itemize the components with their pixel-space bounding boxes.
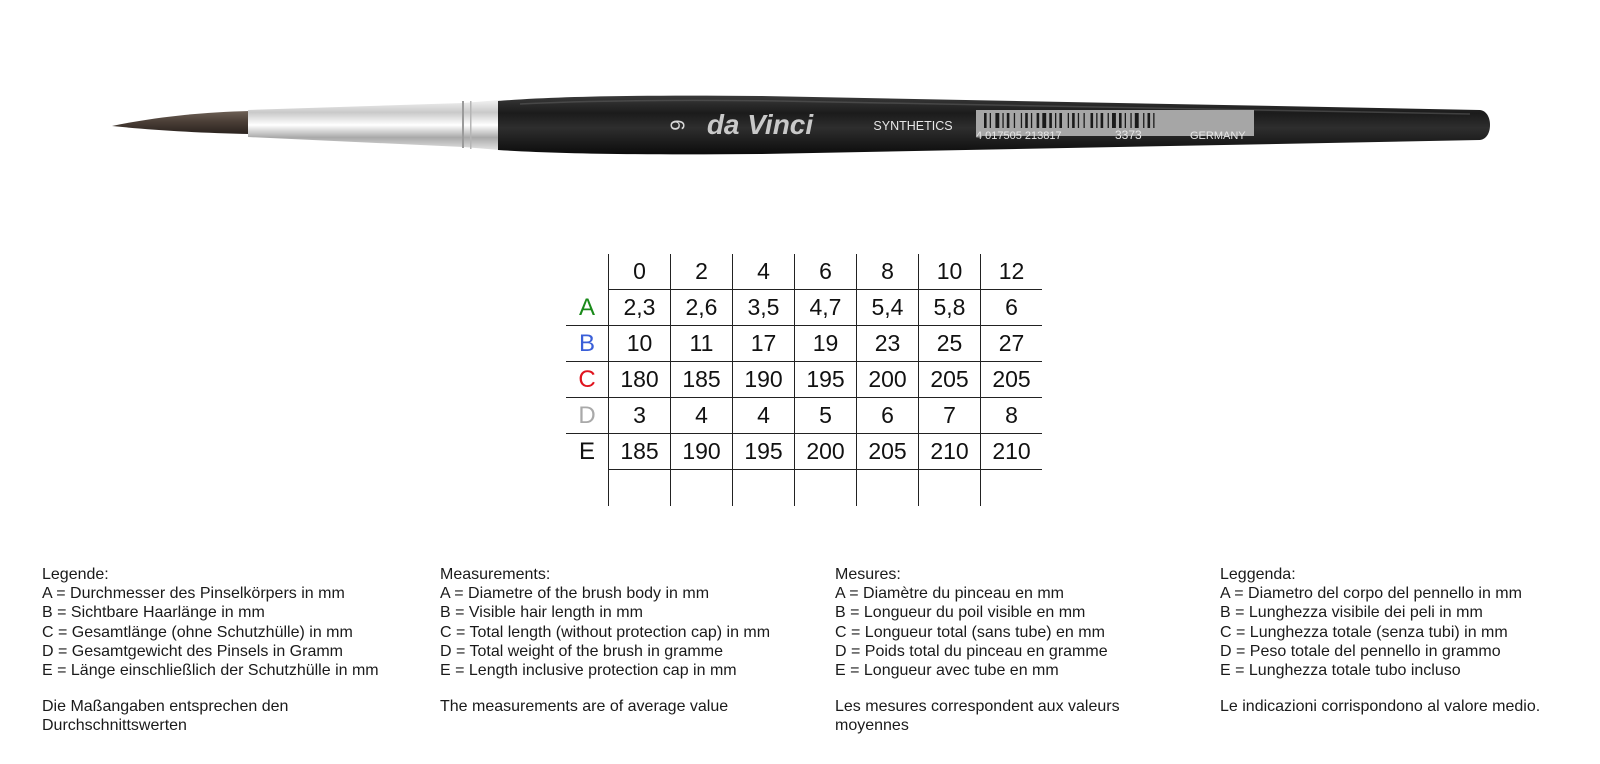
brush-illustration	[0, 0, 1600, 240]
legend-line: B = Visible hair length in mm	[440, 604, 643, 622]
legend-line: A = Diamètre du pinceau en mm	[835, 585, 1065, 603]
barcode-bar	[1143, 113, 1144, 128]
legend-heading: Legende:	[42, 566, 109, 583]
legend-line: C = Longueur total (sans tube) en mm	[835, 623, 1105, 641]
table-cell: 3	[609, 398, 671, 434]
legend-line: B = Longueur du poil visible en mm	[835, 604, 1086, 622]
table-cell: 2,3	[609, 290, 671, 326]
table-cell: 195	[733, 434, 795, 470]
size-header-cell: 6	[795, 254, 857, 290]
table-row	[566, 290, 1042, 326]
table-corner-cell	[566, 254, 609, 290]
row-label-e: E	[566, 434, 609, 470]
table-empty-cell	[733, 470, 795, 507]
table-cell: 4,7	[795, 290, 857, 326]
legend-line: E = Länge einschließlich der Schutzhülle in mm	[42, 662, 379, 680]
size-header-cell: 8	[857, 254, 919, 290]
table-cell: 200	[857, 362, 919, 398]
table-cell: 19	[795, 326, 857, 362]
table-cell: 17	[733, 326, 795, 362]
legend-line: D = Total weight of the brush in gramme	[440, 642, 723, 660]
legend-heading: Mesures:	[835, 566, 901, 583]
barcode-bar	[1037, 113, 1040, 128]
table-cell: 205	[857, 434, 919, 470]
brush-country: GERMANY	[1190, 130, 1246, 142]
table-cell: 7	[919, 398, 981, 434]
barcode-bar	[1119, 113, 1122, 128]
legend-line: D = Poids total du pinceau en gramme	[835, 642, 1108, 660]
legend-line: C = Gesamtlänge (ohne Schutzhülle) in mm	[42, 623, 353, 641]
barcode-bar	[1007, 113, 1010, 128]
table-cell: 11	[671, 326, 733, 362]
table-cell: 200	[795, 434, 857, 470]
legend-heading: Leggenda:	[1220, 566, 1296, 583]
legend-note: Le indicazioni corrispondono al valore medio.	[1220, 698, 1541, 716]
table-cell: 190	[733, 362, 795, 398]
legend-line: E = Length inclusive protection cap in mm	[440, 662, 737, 680]
table-cell: 4	[733, 398, 795, 434]
barcode-bar	[1031, 113, 1032, 128]
size-header-cell: 10	[919, 254, 981, 290]
size-header-cell: 12	[981, 254, 1043, 290]
table-empty-cell	[857, 470, 919, 507]
barcode-bar	[1042, 113, 1046, 128]
table-cell: 8	[981, 398, 1043, 434]
legend-note: The measurements are of average value	[440, 698, 729, 716]
row-label-c: C	[566, 362, 609, 398]
barcode-bar	[1091, 113, 1094, 128]
barcode-bar	[1078, 113, 1079, 128]
barcode-bar	[1014, 113, 1015, 128]
size-header-cell: 0	[609, 254, 671, 290]
legend-line: B = Lunghezza visibile dei peli in mm	[1220, 604, 1483, 622]
legend-line: A = Diametre of the brush body in mm	[440, 585, 710, 603]
table-empty-cell	[795, 470, 857, 507]
table-cell: 27	[981, 326, 1043, 362]
brush-size-table	[566, 254, 1042, 506]
barcode-bar	[1112, 113, 1116, 128]
table-cell: 10	[609, 326, 671, 362]
legend-line: C = Total length (without protection cap) in mm	[440, 623, 771, 641]
barcode-bar	[990, 113, 991, 128]
barcode-bar	[1059, 113, 1062, 128]
table-cell: 5	[795, 398, 857, 434]
table-empty-cell	[919, 470, 981, 507]
barcode-bar	[1108, 113, 1109, 128]
legend-line: A = Durchmesser des Pinselkörpers in mm	[42, 585, 345, 603]
legend-english	[440, 565, 820, 716]
legend-line: C = Lunghezza totale (senza tubi) in mm	[1220, 623, 1508, 641]
row-label-b: B	[566, 326, 609, 362]
table-header-row	[566, 254, 1042, 290]
legend-note: Les mesures correspondent aux valeurs moyennes	[835, 698, 1120, 735]
barcode-bar	[1021, 113, 1022, 128]
legend-line: B = Sichtbare Haarlänge in mm	[42, 604, 265, 622]
brush-model-number: 3373	[1115, 128, 1142, 142]
table-cell: 25	[919, 326, 981, 362]
size-header-cell: 2	[671, 254, 733, 290]
table-row	[566, 434, 1042, 470]
legend-german	[42, 565, 422, 736]
legend-heading: Measurements:	[440, 566, 551, 583]
table-cell: 190	[671, 434, 733, 470]
row-label-a: A	[578, 293, 595, 321]
barcode-bar	[1135, 113, 1139, 128]
table-cell: 180	[609, 362, 671, 398]
table-cell: 185	[609, 434, 671, 470]
table-cell: 4	[671, 398, 733, 434]
legend-line: E = Lunghezza totale tubo incluso	[1220, 662, 1461, 680]
brush-size-marking: 6	[665, 119, 688, 131]
barcode-bar	[984, 113, 987, 128]
barcode-bar	[995, 113, 999, 128]
table-empty-cell	[981, 470, 1043, 507]
table-cell: 195	[795, 362, 857, 398]
legend-note: Die Maßangaben entsprechen den Durchschnittswerten	[42, 698, 289, 735]
table-cell: 3,5	[733, 290, 795, 326]
legend-line: D = Peso totale del pennello in grammo	[1220, 642, 1501, 660]
table-row	[566, 398, 1042, 434]
barcode-bar	[1002, 113, 1003, 128]
table-cell: 205	[919, 362, 981, 398]
brush-brand-logo: da Vinci	[706, 109, 814, 140]
table-row	[566, 362, 1042, 398]
barcode-bar	[1025, 113, 1028, 128]
table-cell: 205	[981, 362, 1043, 398]
barcode-bar	[1084, 113, 1085, 128]
barcode-bar	[1072, 113, 1075, 128]
barcode-bar	[1101, 113, 1104, 128]
table-row	[566, 326, 1042, 362]
barcode-bar	[1130, 113, 1131, 128]
legend-line: A = Diametro del corpo del pennello in mm	[1220, 585, 1522, 603]
table-empty-cell	[671, 470, 733, 507]
table-empty-row	[566, 470, 1042, 507]
legend-italian	[1220, 565, 1590, 716]
barcode-bar	[1125, 113, 1126, 128]
table-cell: 6	[981, 290, 1043, 326]
row-label-d: D	[566, 398, 609, 434]
brush-hair	[112, 111, 250, 134]
table-cell: 6	[857, 398, 919, 434]
table-cell: 185	[671, 362, 733, 398]
table-cell: 2,6	[671, 290, 733, 326]
table-cell: 210	[919, 434, 981, 470]
table-empty-cell	[566, 470, 609, 507]
barcode-bar	[1148, 113, 1151, 128]
table-empty-cell	[609, 470, 671, 507]
table-cell: 210	[981, 434, 1043, 470]
table-cell: 5,8	[919, 290, 981, 326]
barcode-bar	[1055, 113, 1056, 128]
barcode-bar	[1049, 113, 1052, 128]
barcode-bar	[1153, 113, 1154, 128]
barcode-number: 4 017505 213817	[976, 130, 1062, 142]
barcode-bar	[1096, 113, 1097, 128]
size-header-cell: 4	[733, 254, 795, 290]
legend-line: E = Longueur avec tube en mm	[835, 662, 1059, 680]
barcode-bar	[1068, 113, 1069, 128]
table-cell: 23	[857, 326, 919, 362]
legend-french	[835, 565, 1205, 736]
brush-series-label: SYNTHETICS	[873, 119, 953, 133]
legend-line: D = Gesamtgewicht des Pinsels in Gramm	[42, 642, 343, 660]
table-cell: 5,4	[857, 290, 919, 326]
